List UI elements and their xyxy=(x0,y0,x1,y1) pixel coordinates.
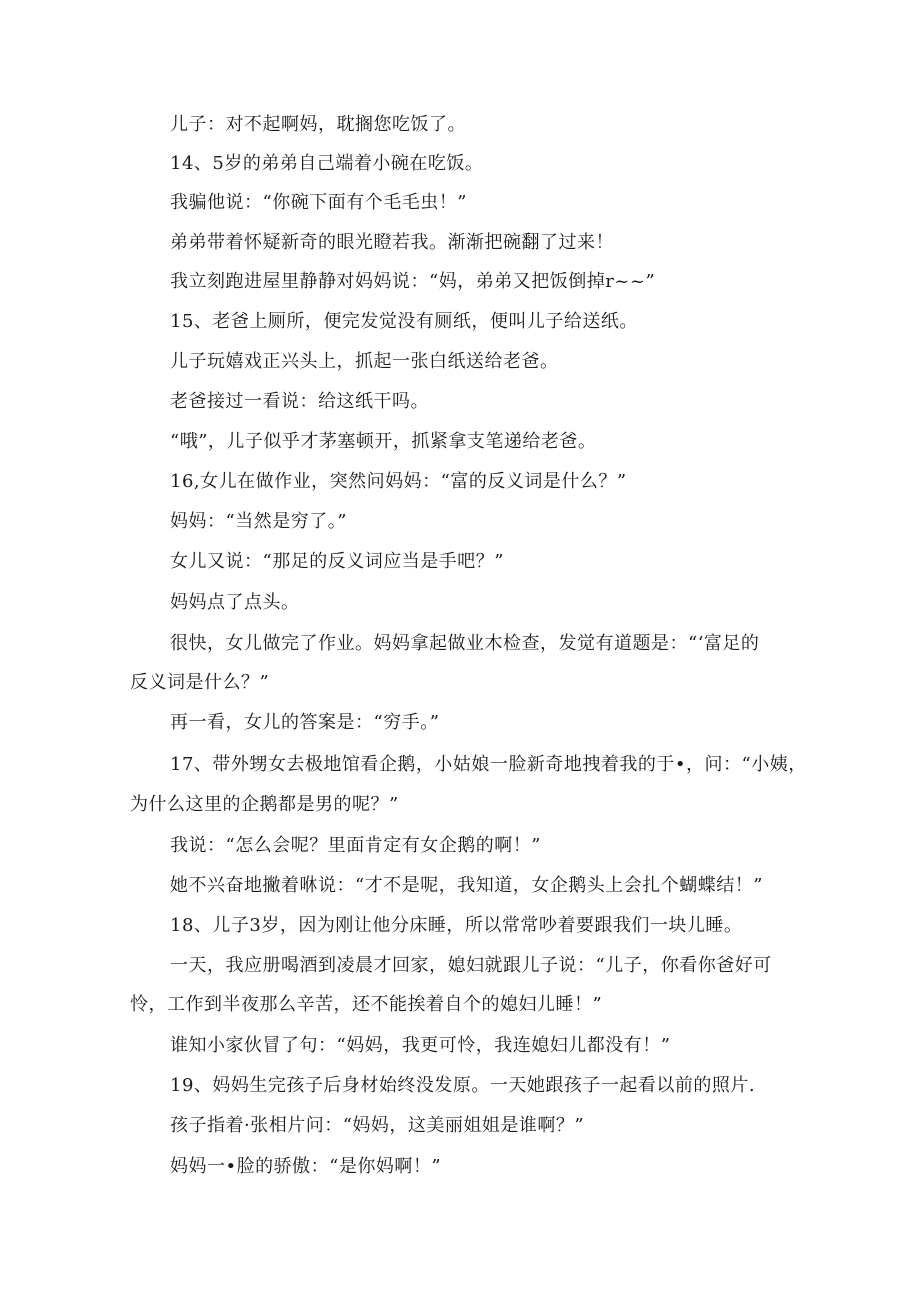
text-line: 儿子：对不起啊妈，耽搁您吃饭了。 xyxy=(170,114,466,135)
text-line: 我立刻跑进屋里静静对妈妈说：“妈，弟弟又把饭倒掉r~~” xyxy=(170,271,656,292)
text-line: 再一看，女儿的答案是：“穷手。” xyxy=(170,712,440,733)
text-line: 儿子玩嬉戏正兴头上，抓起一张白纸送给老爸。 xyxy=(170,351,559,372)
text-line: 为什么这里的企鹅都是男的呢？” xyxy=(130,794,399,815)
text-line: 妈妈：“当然是穷了。” xyxy=(170,511,347,532)
text-line: 我骗他说：“你碗下面有个毛毛虫！” xyxy=(170,192,467,213)
text-line: 17、带外甥女去极地馆看企鹅，小姑娘一脸新奇地拽着我的于•，问：“小姨， xyxy=(170,754,807,775)
text-line: 老爸接过一看说：给这纸干吗。 xyxy=(170,391,429,412)
text-line: 怜，工作到半夜那么辛苦，还不能挨着自个的媳妇儿睡！” xyxy=(130,994,603,1015)
text-line: 19、妈妈生完孩子后身材始终没发原。一天她跟孩子一起看以前的照片. xyxy=(170,1075,756,1096)
text-line: 妈妈点了点头。 xyxy=(170,592,300,613)
text-line: 她不兴奋地撇着咻说：“才不是呢，我知道，女企鹅头上会扎个蝴蝶结！” xyxy=(170,875,763,896)
text-line: 孩子指着·张相片问：“妈妈，这美丽姐姐是谁啊？” xyxy=(170,1115,585,1136)
text-line: 我说：“怎么会呢？里面肯定有女企鹅的啊！” xyxy=(170,835,541,856)
text-line: 一天，我应册喝酒到凌晨才回家，媳妇就跟儿子说：“儿子，你看你爸好可 xyxy=(170,955,772,976)
text-line: 反义词是什么？” xyxy=(130,672,270,693)
text-line: 女儿又说：“那足的反义词应当是手吧？” xyxy=(170,551,504,572)
text-line: 很快，女儿做完了作业。妈妈拿起做业木检查，发觉有道题是：“‘富足的 xyxy=(170,633,760,654)
text-line: 14、5岁的弟弟自己端着小碗在吃饭。 xyxy=(170,153,484,174)
text-line: 18、儿子3岁，因为刚让他分床睡，所以常常吵着要跟我们一块儿睡。 xyxy=(170,915,743,936)
text-line: 16,女儿在做作业，突然问妈妈：“富的反义词是什么？” xyxy=(170,471,627,492)
text-line: 谁知小家伙冒了句：“妈妈，我更可怜，我连媳妇儿都没有！” xyxy=(170,1035,671,1056)
text-line: 弟弟带着怀疑新奇的眼光瞪若我。渐渐把碗翻了过来！ xyxy=(170,232,614,253)
text-line: 妈妈一•脸的骄傲：“是你妈啊！” xyxy=(170,1156,442,1177)
text-line: “哦”，儿子似乎才茅塞顿开，抓紧拿支笔递给老爸。 xyxy=(170,431,597,452)
text-line: 15、老爸上厕所，便完发觉没有厕纸，便叫儿子给送纸。 xyxy=(170,311,638,332)
